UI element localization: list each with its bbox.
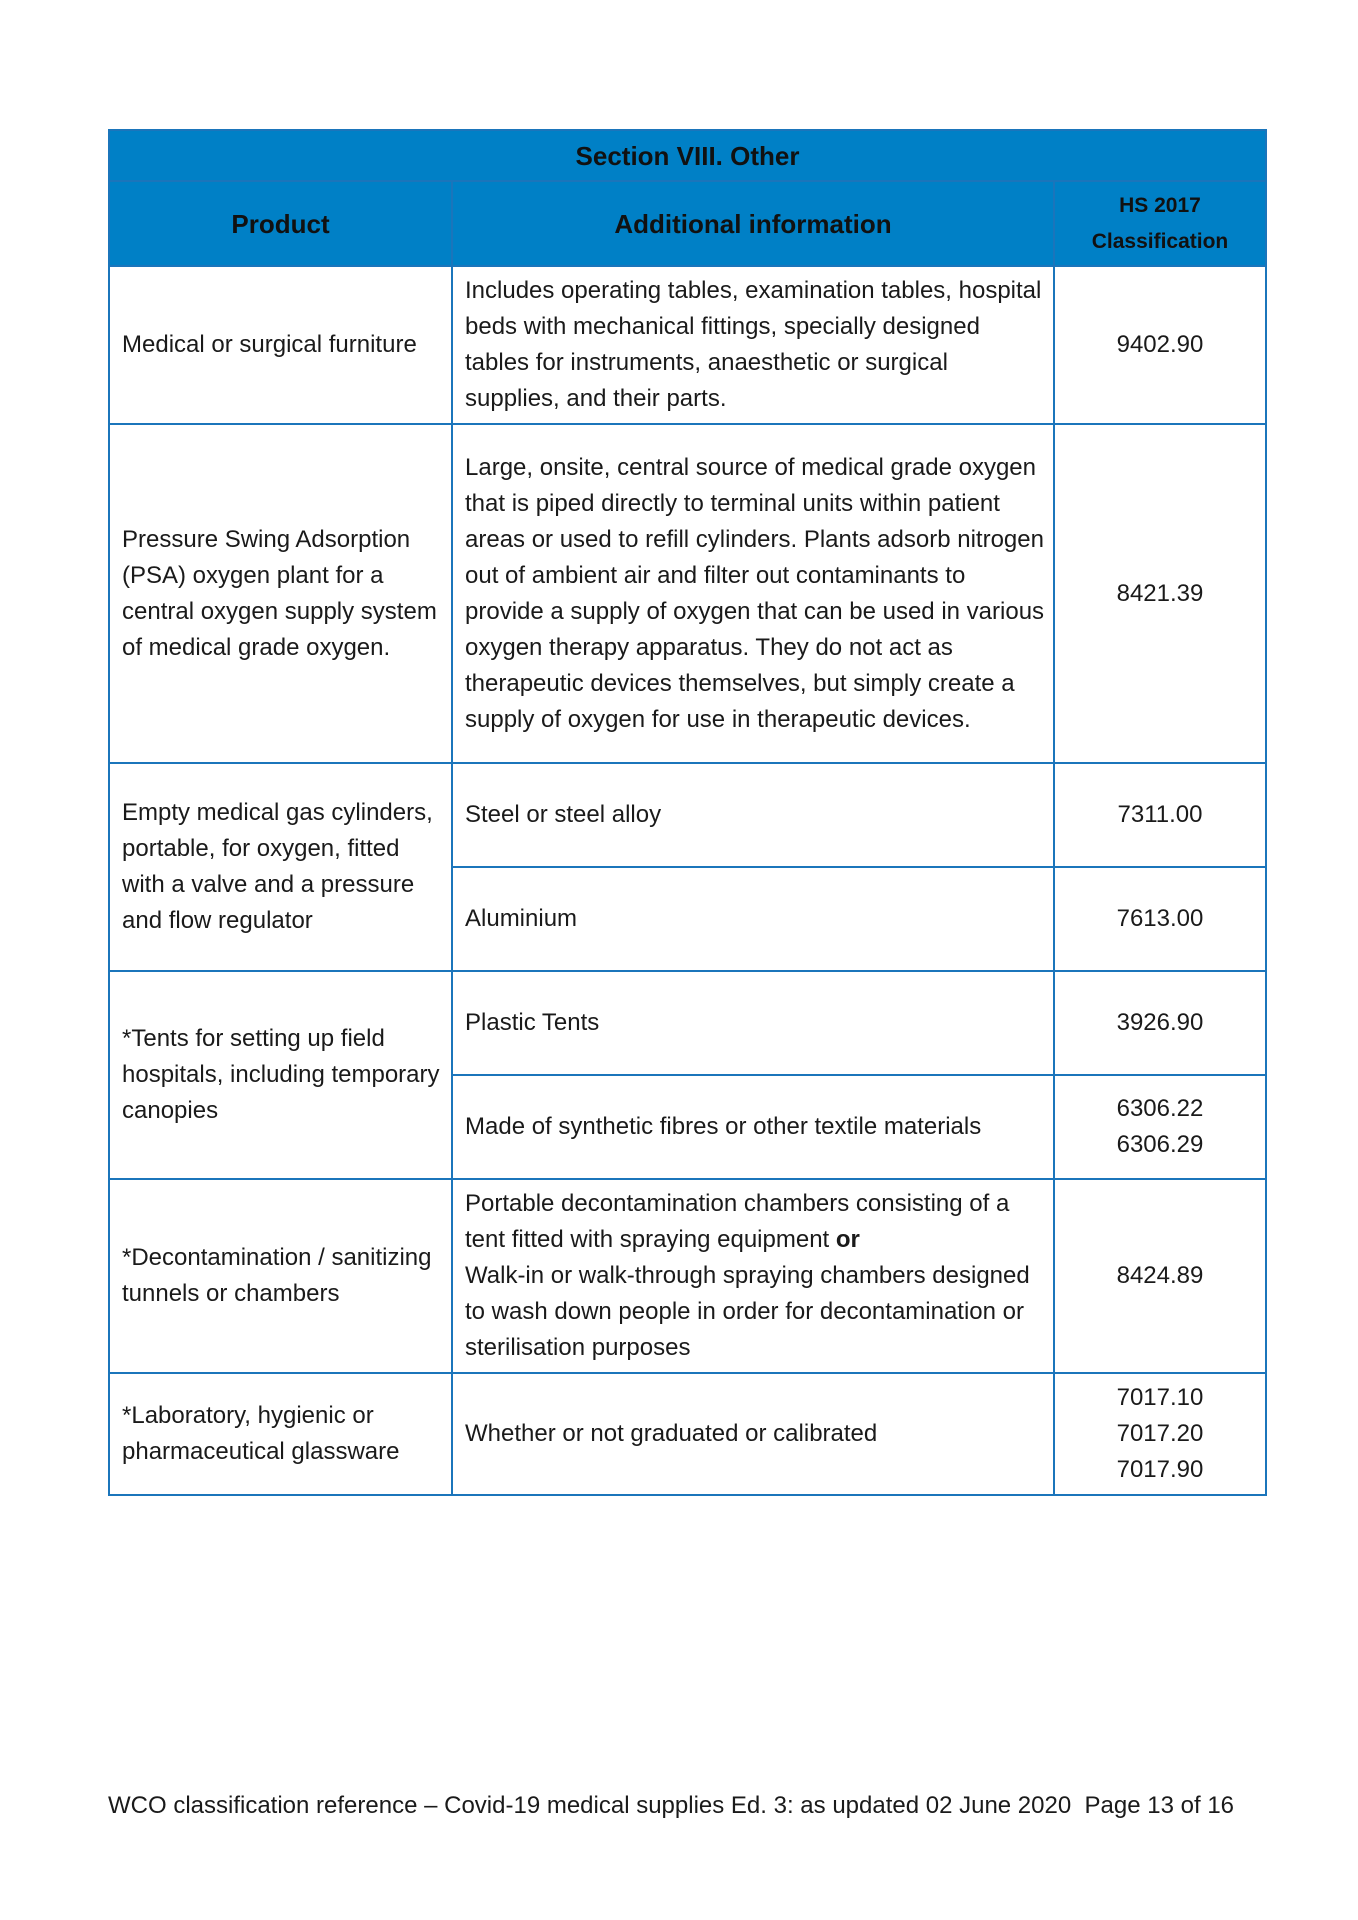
info-cell: Includes operating tables, examination tables, hospital beds with mechanical fittings, specially designed tables for instruments, anaesthetic or surgical supplies, and their parts. <box>452 266 1054 424</box>
hs-code: 7613.00 <box>1116 905 1204 932</box>
info-cell: Steel or steel alloy <box>452 763 1054 867</box>
table-row <box>109 1179 1266 1373</box>
hs-code: 3926.90 <box>1116 1009 1204 1036</box>
product-cell: Empty medical gas cylinders, portable, for oxygen, fitted with a valve and a pressure and flow regulator <box>109 763 452 971</box>
info-or-connector: or <box>835 1226 860 1253</box>
product-cell: Medical or surgical furniture <box>109 266 452 424</box>
header-product: Product <box>109 181 452 266</box>
header-hs-classification <box>1054 181 1266 266</box>
hs-code: 7017.90 <box>1116 1456 1204 1483</box>
hs-code-cell <box>1054 1373 1266 1495</box>
product-cell: Pressure Swing Adsorption (PSA) oxygen plant for a central oxygen supply system of medical grade oxygen. <box>109 424 452 763</box>
hs-code: 6306.29 <box>1116 1131 1204 1158</box>
info-text-part1: Portable decontamination chambers consisting of a tent fitted with spraying equipment <box>465 1190 1010 1253</box>
table-row <box>109 424 1266 763</box>
hs-code-cell <box>1054 424 1266 763</box>
hs-code: 8421.39 <box>1116 579 1204 607</box>
hs-code: 7311.00 <box>1117 801 1203 828</box>
info-cell: Whether or not graduated or calibrated <box>452 1373 1054 1495</box>
hs-code-cell <box>1054 1179 1266 1373</box>
header-hs-line2: Classification <box>1091 229 1229 253</box>
table-row <box>109 1373 1266 1495</box>
info-cell: Large, onsite, central source of medical grade oxygen that is piped directly to terminal units within patient areas or used to refill cylinders. Plants adsorb nitrogen out of ambient air and filter out contaminants to provide a supply of oxygen that can be used in various oxygen therapy apparatus. They do not act as therapeutic devices themselves, but simply create a supply of oxygen for use in therapeutic devices. <box>452 424 1054 763</box>
table-row <box>109 266 1266 424</box>
page-footer <box>108 1791 1308 1821</box>
hs-code: 7017.10 <box>1116 1384 1204 1411</box>
section-title: Section VIII. Other <box>109 130 1266 181</box>
header-additional-info: Additional information <box>452 181 1054 266</box>
hs-code-cell <box>1054 763 1266 867</box>
hs-code-cell <box>1054 971 1266 1075</box>
product-cell: *Decontamination / sanitizing tunnels or chambers <box>109 1179 452 1373</box>
hs-code-cell <box>1054 1075 1266 1179</box>
header-hs-line1: HS 2017 <box>1119 193 1201 217</box>
hs-code-cell <box>1054 867 1266 971</box>
page-number: Page 13 of 16 <box>1084 1792 1235 1819</box>
info-cell: Plastic Tents <box>452 971 1054 1075</box>
classification-table <box>108 129 1267 1496</box>
hs-code-cell <box>1054 266 1266 424</box>
product-cell: *Tents for setting up field hospitals, including temporary canopies <box>109 971 452 1179</box>
table-row <box>109 763 1266 867</box>
hs-code: 6306.22 <box>1116 1095 1204 1122</box>
info-cell: Made of synthetic fibres or other textile materials <box>452 1075 1054 1179</box>
info-text-part2: Walk-in or walk-through spraying chambers designed to wash down people in order for decontamination or sterilisation purposes <box>465 1262 1030 1361</box>
hs-code: 9402.90 <box>1116 331 1204 358</box>
info-cell <box>452 1179 1054 1373</box>
table-row <box>109 971 1266 1075</box>
product-cell: *Laboratory, hygienic or pharmaceutical glassware <box>109 1373 452 1495</box>
footer-reference: WCO classification reference – Covid-19 medical supplies Ed. 3: as updated 02 June 2020 <box>108 1792 1072 1819</box>
hs-code: 7017.20 <box>1116 1420 1204 1447</box>
hs-code: 8424.89 <box>1116 1262 1204 1289</box>
info-cell: Aluminium <box>452 867 1054 971</box>
